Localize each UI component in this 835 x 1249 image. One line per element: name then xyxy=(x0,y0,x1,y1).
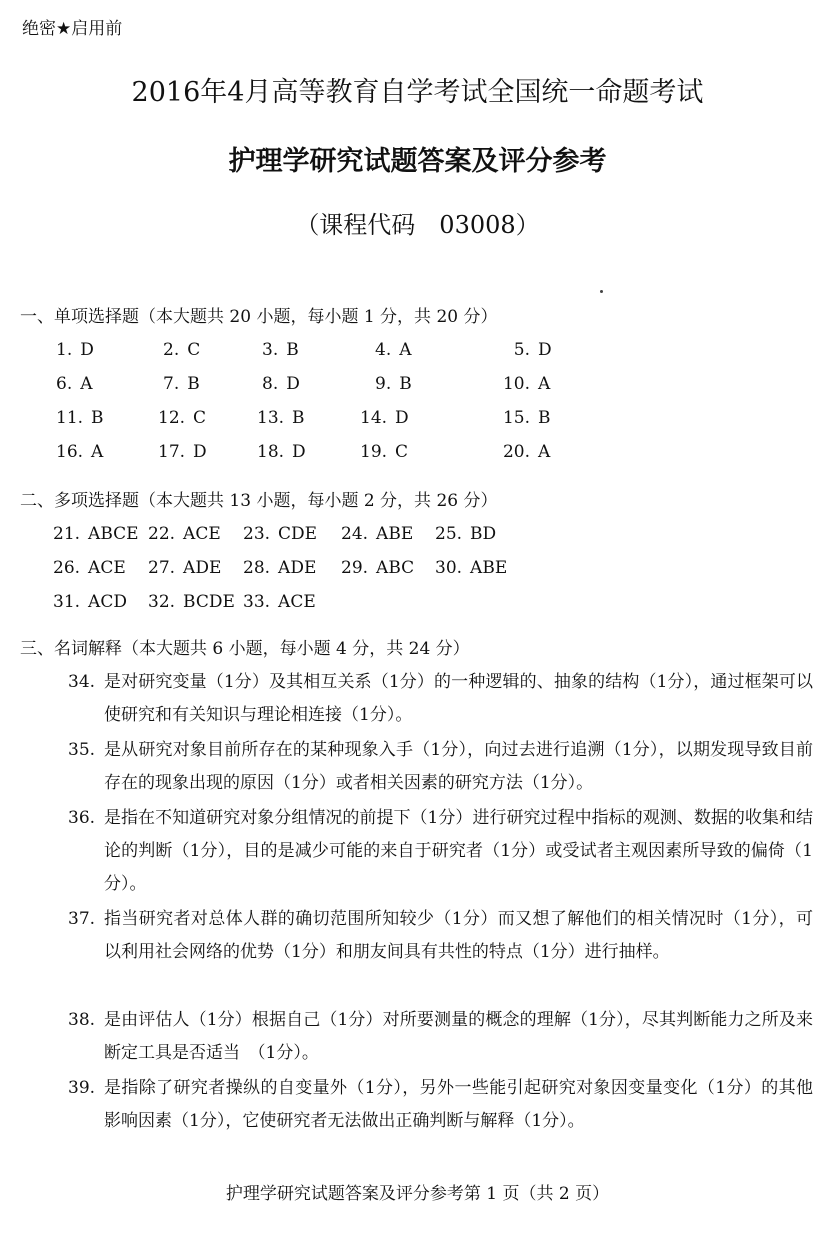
answer-cell: 1. D xyxy=(56,340,94,360)
answer-cell: 4. A xyxy=(375,340,412,360)
answer-cell: 27. ADE xyxy=(148,558,222,578)
answer-cell: 23. CDE xyxy=(243,524,318,544)
answer-cell: 18. D xyxy=(257,442,306,462)
answer-cell: 13. B xyxy=(257,408,305,428)
answer-cell: 10. A xyxy=(502,374,551,394)
page-footer: 护理学研究试题答案及评分参考第 1 页（共 2 页） xyxy=(225,1184,610,1204)
exam-title: 2016年4月高等教育自学考试全国统一命题考试 xyxy=(131,77,704,108)
answer-cell: 22. ACE xyxy=(148,524,221,544)
answer-cell: 20. A xyxy=(502,442,551,462)
section-heading-term-definitions: 三、名词解释（本大题共 6 小题，每小题 4 分，共 24 分） xyxy=(20,639,470,659)
item-text: 是由评估人（1分）根据自己（1分）对所要测量的概念的理解（1分），尽其判断能力之所及来断定工具是否适当 （1分）。 xyxy=(104,1010,813,1063)
definition-item-34 xyxy=(68,666,813,732)
item-number: 37. xyxy=(68,909,96,929)
confidentiality-mark: 绝密★启用前 xyxy=(22,19,123,39)
answer-cell: 19. C xyxy=(360,442,409,462)
answer-cell: 15. B xyxy=(502,408,551,428)
item-text: 是指除了研究者操纵的自变量外（1分），另外一些能引起研究对象因变量变化（1分）的其他影响因素（1分），它使研究者无法做出正确判断与解释（1分）。 xyxy=(104,1078,813,1131)
answer-cell: 33. ACE xyxy=(243,592,316,612)
answer-cell: 25. BD xyxy=(435,524,497,544)
answer-cell: 3. B xyxy=(262,340,299,360)
definition-item-38 xyxy=(68,1004,813,1070)
scan-speck xyxy=(600,290,603,293)
answer-cell: 32. BCDE xyxy=(148,592,235,612)
answer-cell: 9. B xyxy=(375,374,412,394)
definition-item-35 xyxy=(68,734,813,800)
item-text: 是对研究变量（1分）及其相互关系（1分）的一种逻辑的、抽象的结构（1分），通过框架可以使研究和有关知识与理论相连接（1分）。 xyxy=(104,672,813,725)
answer-cell: 12. C xyxy=(158,408,207,428)
item-number: 36. xyxy=(68,808,96,828)
course-code: （课程代码 03008） xyxy=(295,211,540,239)
answer-cell: 17. D xyxy=(158,442,207,462)
answer-cell: 14. D xyxy=(360,408,409,428)
answer-cell: 21. ABCE xyxy=(53,524,139,544)
answer-cell: 31. ACD xyxy=(53,592,127,612)
definition-item-39 xyxy=(68,1072,813,1138)
answer-cell: 6. A xyxy=(56,374,93,394)
item-number: 38. xyxy=(68,1010,96,1030)
document-title: 护理学研究试题答案及评分参考 xyxy=(228,146,607,177)
item-number: 34. xyxy=(68,672,96,692)
answer-cell: 7. B xyxy=(163,374,200,394)
section-heading-single-choice: 一、单项选择题（本大题共 20 小题，每小题 1 分，共 20 分） xyxy=(20,307,498,327)
answer-cell: 28. ADE xyxy=(243,558,317,578)
answer-cell: 11. B xyxy=(56,408,104,428)
definition-item-37 xyxy=(68,903,813,969)
answer-cell: 16. A xyxy=(56,442,104,462)
answer-cell: 2. C xyxy=(163,340,201,360)
answer-cell: 24. ABE xyxy=(341,524,414,544)
definition-item-36 xyxy=(68,802,813,901)
section-heading-multiple-choice: 二、多项选择题（本大题共 13 小题，每小题 2 分，共 26 分） xyxy=(20,491,498,511)
item-number: 35. xyxy=(68,740,96,760)
answer-cell: 8. D xyxy=(262,374,300,394)
answer-cell: 29. ABC xyxy=(341,558,415,578)
item-text: 是指在不知道研究对象分组情况的前提下（1分）进行研究过程中指标的观测、数据的收集和结论的判断（1分），目的是减少可能的来自于研究者（1分）或受试者主观因素所导致的偏倚（1分）。 xyxy=(104,808,813,894)
item-number: 39. xyxy=(68,1078,96,1098)
answer-cell: 5. D xyxy=(513,340,552,360)
item-text: 指当研究者对总体人群的确切范围所知较少（1分）而又想了解他们的相关情况时（1分），可以利用社会网络的优势（1分）和朋友间具有共性的特点（1分）进行抽样。 xyxy=(104,909,813,962)
answer-cell: 26. ACE xyxy=(53,558,126,578)
item-text: 是从研究对象目前所存在的某种现象入手（1分），向过去进行追溯（1分），以期发现导致目前存在的现象出现的原因（1分）或者相关因素的研究方法（1分）。 xyxy=(104,740,813,793)
answer-cell: 30. ABE xyxy=(435,558,508,578)
